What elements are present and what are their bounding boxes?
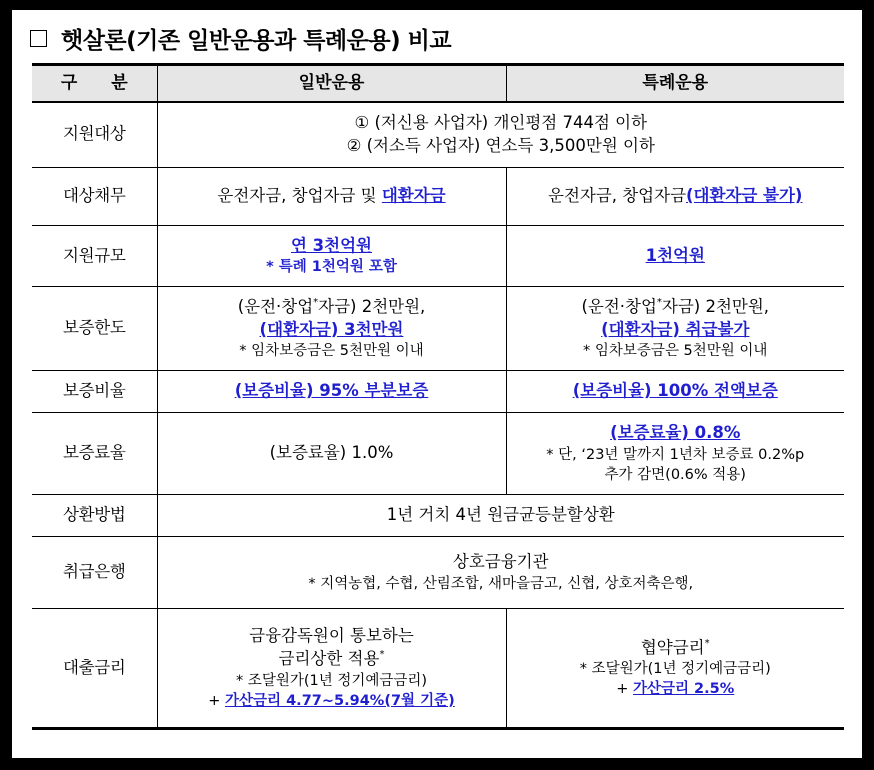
limit-general [157,287,506,371]
row-label: 보증료율 [32,413,157,495]
rate-general-line-2-text: 금리상한 적용 [278,649,380,668]
scale-general-note: * 특례 1천억원 포함 [266,259,397,276]
limit-special-line-1 [511,296,841,319]
rate-special-sup: * [704,637,710,649]
target-cell [157,102,844,168]
table-row [32,226,844,287]
ratio-general-value: (보증비율) 95% 부분보증 [234,381,429,401]
rate-special-plus: + [616,681,633,698]
table-row [32,168,844,226]
header-category: 구 분 [32,65,157,102]
limit-special-note: * 임차보증금은 5천만원 이내 [583,343,768,360]
bank-note: * 지역농협, 수협, 산림조합, 새마을금고, 신협, 상호저축은행, [308,575,694,592]
rate-general-note: * 조달원가(1년 정기예금금리) [235,672,428,689]
rate-general-plus-line [162,691,502,711]
scale-general-main: 연 3천억원 [291,235,372,255]
limit-special [506,287,844,371]
bank-cell [157,537,844,609]
table-row [32,102,844,168]
row-label: 지원대상 [32,102,157,168]
limit-special-line-2: (대환자금) 취급불가 [601,319,750,339]
header-special: 특례운용 [506,65,844,102]
limit-general-line-1b: 자금) 2천만원, [318,296,426,316]
debt-general-text: 운전자금, 창업자금 및 [217,186,382,206]
rate-special-note: * 조달원가(1년 정기예금금리) [579,661,771,678]
table-row [32,495,844,537]
fee-special-note-2: 추가 감면(0.6% 적용) [604,466,746,483]
row-label: 상환방법 [32,495,157,537]
fee-special-note-1: * 단, ‘23년 말까지 1년차 보증료 0.2%p [546,446,805,463]
limit-general-line-2: (대환자금) 3천만원 [259,319,404,339]
table-row [32,537,844,609]
header-general: 일반운용 [157,65,506,102]
rate-special-plus-line [511,679,841,699]
debt-special [506,168,844,226]
rate-general-plus: + [208,692,226,709]
header-row [32,65,844,102]
limit-special-line-1a: (운전·창업 [581,296,657,316]
document-title [30,18,451,58]
rate-general [157,609,506,729]
rate-special-line-1 [511,637,841,660]
limit-general-sup: * [313,296,319,308]
rate-special-line-1-text: 협약금리 [640,637,705,657]
row-label: 보증비율 [32,371,157,413]
checkbox-icon [30,30,47,47]
fee-special-main: (보증료율) 0.8% [610,423,741,443]
row-label: 보증한도 [32,287,157,371]
limit-special-sup: * [656,296,662,308]
ratio-general [157,371,506,413]
ratio-special [506,371,844,413]
rate-general-highlight: 가산금리 4.77~5.94%(7월 기준) [225,692,455,709]
rate-special [506,609,844,729]
target-line-2: ② (저소득 사업자) 연소득 3,500만원 이하 [346,135,655,155]
table-row [32,413,844,495]
ratio-special-value: (보증비율) 100% 전액보증 [572,381,778,401]
debt-special-text: 운전자금, 창업자금 [548,186,687,206]
fee-special [506,413,844,495]
rate-general-line-1: 금융감독원이 통보하는 [249,626,414,646]
comparison-table [32,63,844,730]
rate-general-sup: * [379,649,385,660]
debt-special-highlight: (대환자금 불가) [686,186,803,206]
table-row [32,287,844,371]
repay-value: 1년 거치 4년 원금균등분할상환 [157,495,844,537]
table-row [32,609,844,729]
limit-general-note: * 임차보증금은 5천만원 이내 [239,343,424,360]
scale-general [157,226,506,287]
document-page [12,10,862,758]
table-row [32,371,844,413]
scale-special-main: 1천억원 [645,245,705,265]
limit-general-line-1 [162,296,502,319]
debt-general [157,168,506,226]
limit-general-line-1a: (운전·창업 [237,296,314,316]
title-text: 햇살론(기존 일반운용과 특례운용) 비교 [61,27,452,54]
rate-general-line-2 [162,648,502,671]
debt-general-highlight: 대환자금 [381,186,446,206]
target-line-1: ① (저신용 사업자) 개인평점 744점 이하 [354,112,648,132]
row-label: 취급은행 [32,537,157,609]
bank-main: 상호금융기관 [452,552,549,572]
row-label: 대상채무 [32,168,157,226]
scale-special [506,226,844,287]
row-label: 대출금리 [32,609,157,729]
rate-special-highlight: 가산금리 2.5% [632,681,735,698]
row-label: 지원규모 [32,226,157,287]
limit-special-line-1b: 자금) 2천만원, [661,296,770,316]
fee-general: (보증료율) 1.0% [157,413,506,495]
